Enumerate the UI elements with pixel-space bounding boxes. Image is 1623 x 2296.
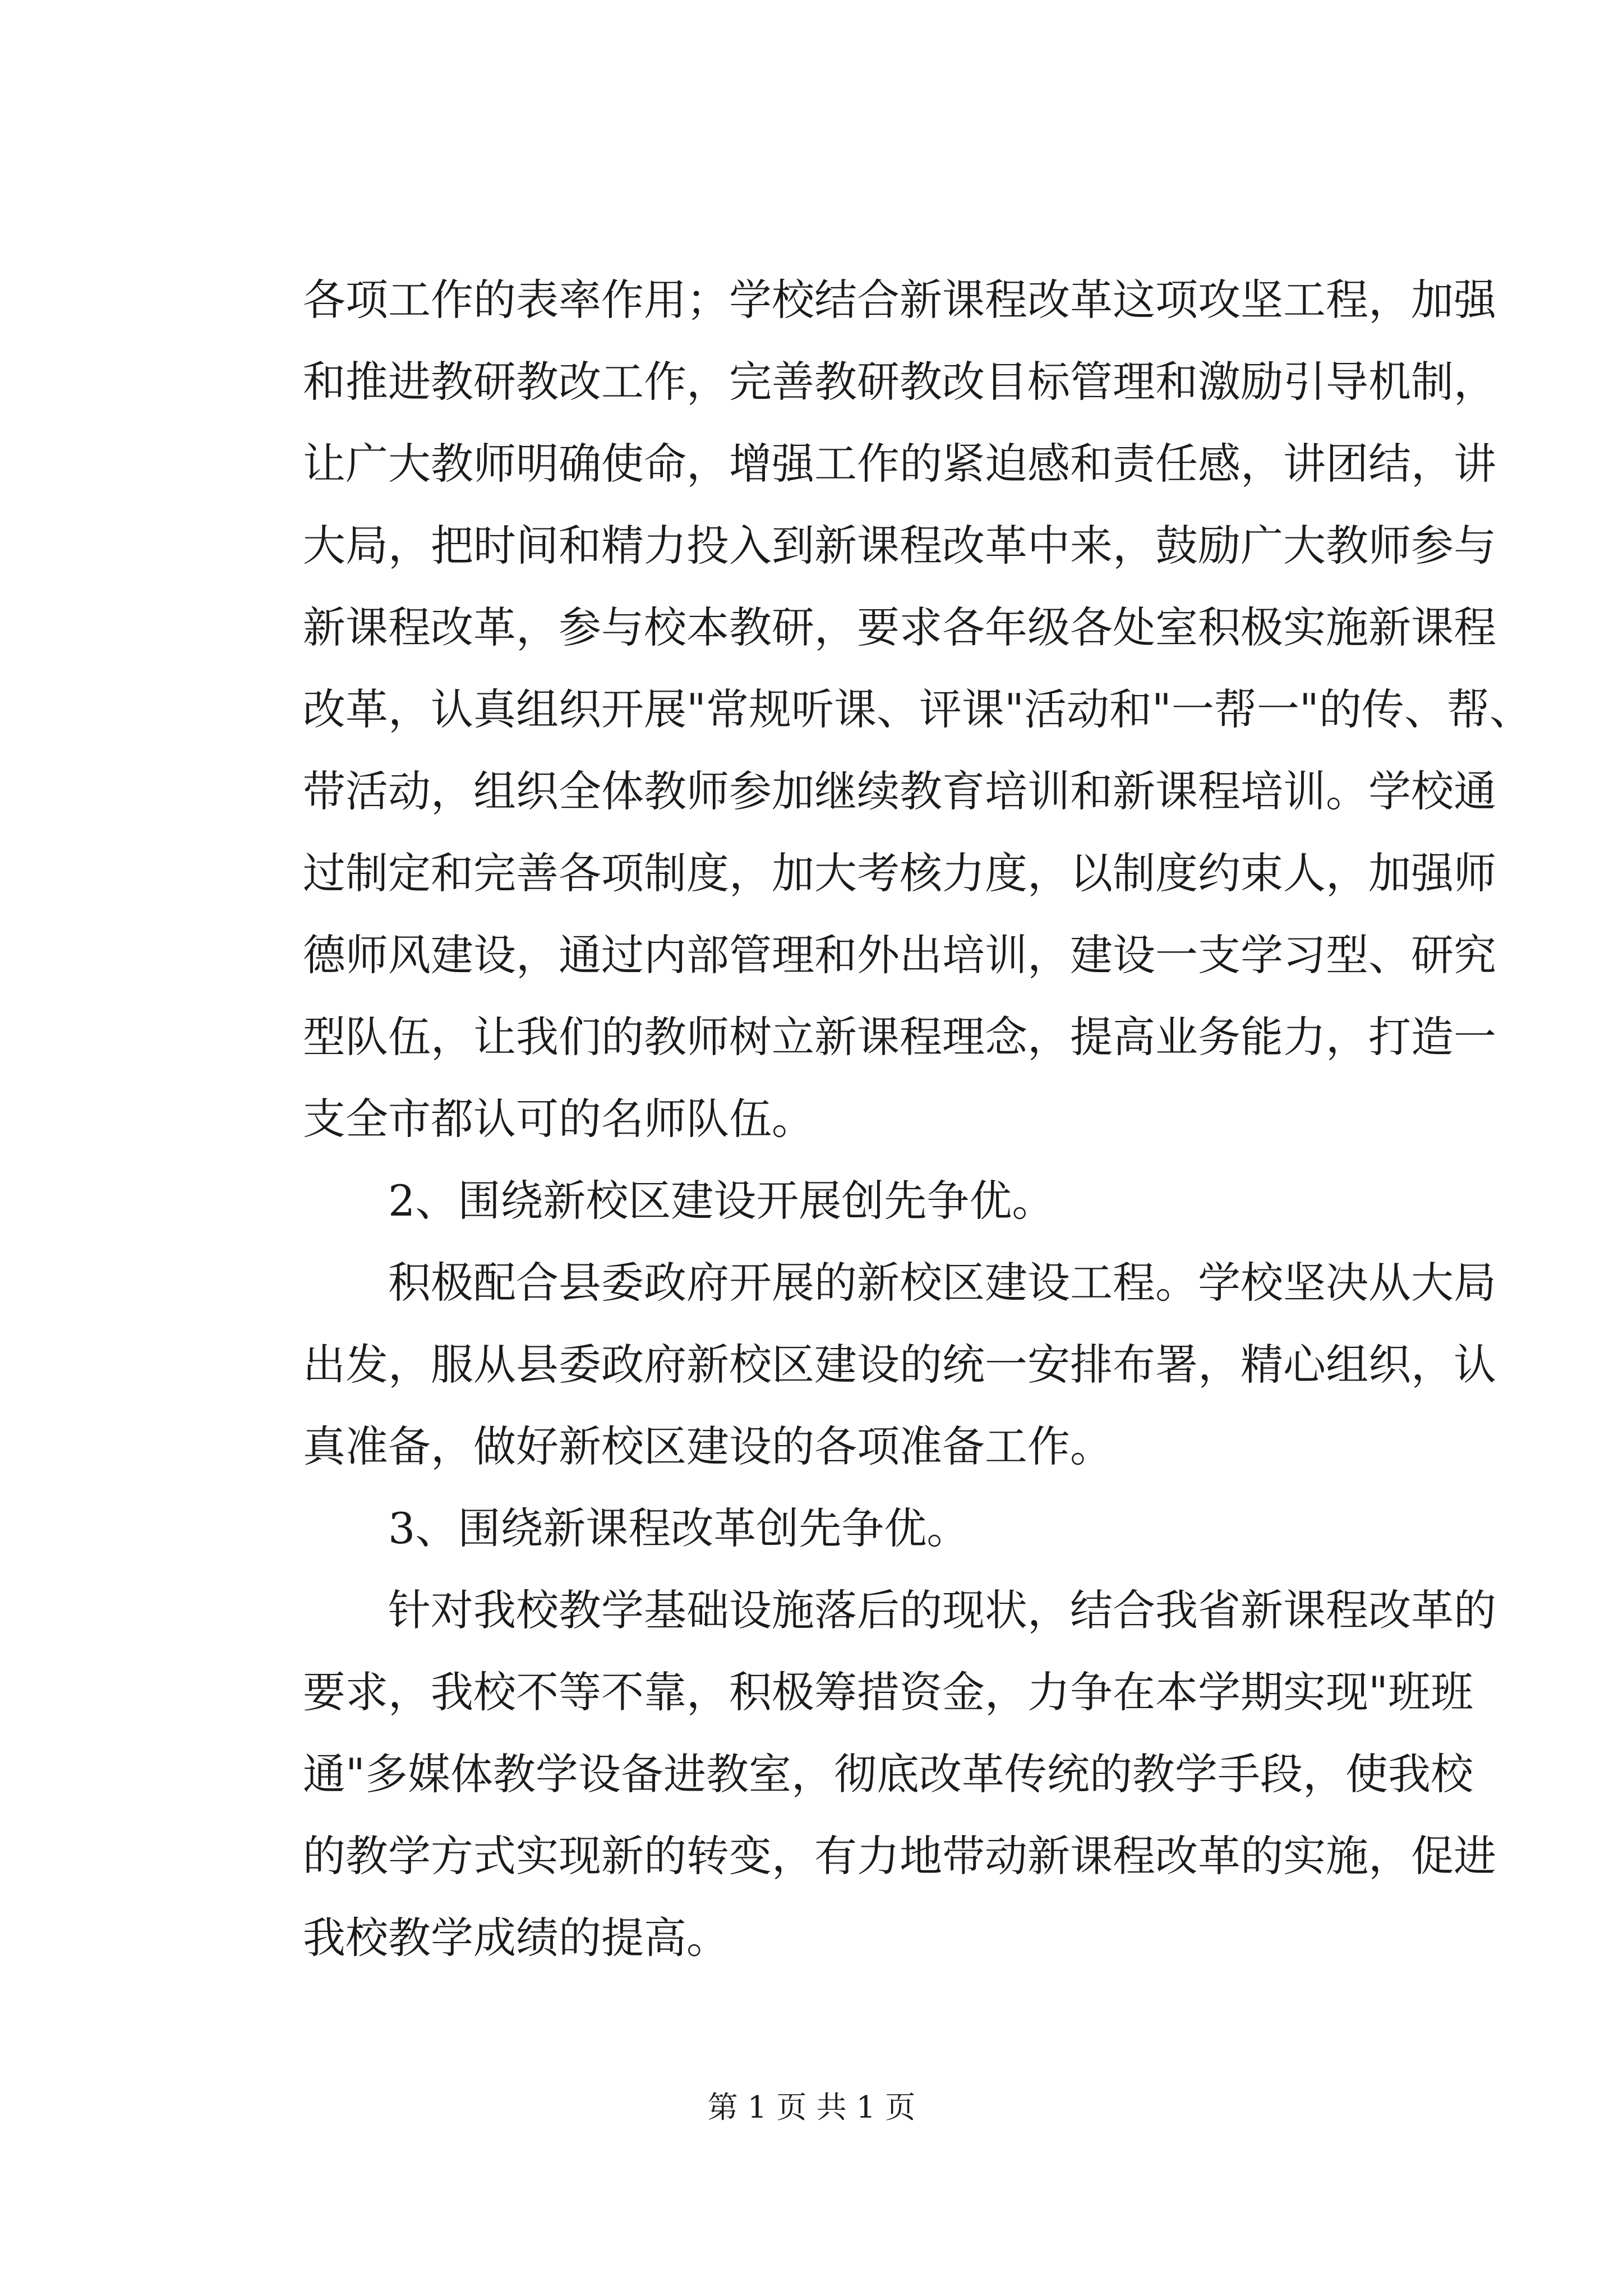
text-line: 大局，把时间和精力投入到新课程改革中来，鼓励广大教师参与 — [303, 521, 1496, 570]
paragraph-3 — [303, 1570, 1496, 1979]
text-line: 德师风建设，通过内部管理和外出培训，建设一支学习型、研究 — [303, 930, 1496, 980]
text-line: 和推进教研教改工作，完善教研教改目标管理和激励引导机制， — [303, 357, 1496, 407]
text-line: 让广大教师明确使命，增强工作的紧迫感和责任感，讲团结，讲 — [303, 439, 1496, 489]
text-line: 新课程改革，参与校本教研，要求各年级各处室积极实施新课程 — [303, 602, 1496, 652]
text-line: 支全市都认可的名师队伍。 — [303, 1094, 814, 1144]
text-line: 型队伍，让我们的教师树立新课程理念，提高业务能力，打造一 — [303, 1012, 1496, 1062]
text-line: 我校教学成绩的提高。 — [303, 1913, 729, 1963]
document-body — [303, 259, 1532, 1979]
text-line: 各项工作的表率作用；学校结合新课程改革这项攻坚工程，加强 — [303, 275, 1496, 325]
text-line: 真准备，做好新校区建设的各项准备工作。 — [303, 1421, 1113, 1471]
text-line: 出发，服从县委政府新校区建设的统一安排布署，精心组织，认 — [303, 1340, 1496, 1389]
page-number-footer: 第 1 页 共 1 页 — [707, 2090, 916, 2125]
section-heading-2: 2、围绕新校区建设开展创先争优。 — [388, 1176, 1055, 1226]
text-line: 的教学方式实现新的转变，有力地带动新课程改革的实施，促进 — [303, 1831, 1496, 1881]
text-line: 改革，认真组织开展"常规听课、评课"活动和"一帮一"的传、帮、 — [303, 684, 1532, 734]
section-heading-3: 3、围绕新课程改革创先争优。 — [388, 1503, 970, 1553]
text-line: 带活动，组织全体教师参加继续教育培训和新课程培训。学校通 — [303, 766, 1496, 816]
text-line: 针对我校教学基础设施落后的现状，结合我省新课程改革的 — [388, 1585, 1496, 1635]
paragraph-2 — [303, 1242, 1496, 1488]
text-line: 积极配合县委政府开展的新校区建设工程。学校坚决从大局 — [388, 1258, 1496, 1308]
text-line: 过制定和完善各项制度，加大考核力度，以制度约束人，加强师 — [303, 848, 1496, 898]
paragraph-1 — [303, 259, 1532, 1160]
text-line: 通"多媒体教学设备进教室，彻底改革传统的教学手段，使我校 — [303, 1749, 1473, 1799]
text-line: 要求，我校不等不靠，积极筹措资金，力争在本学期实现"班班 — [303, 1667, 1473, 1717]
